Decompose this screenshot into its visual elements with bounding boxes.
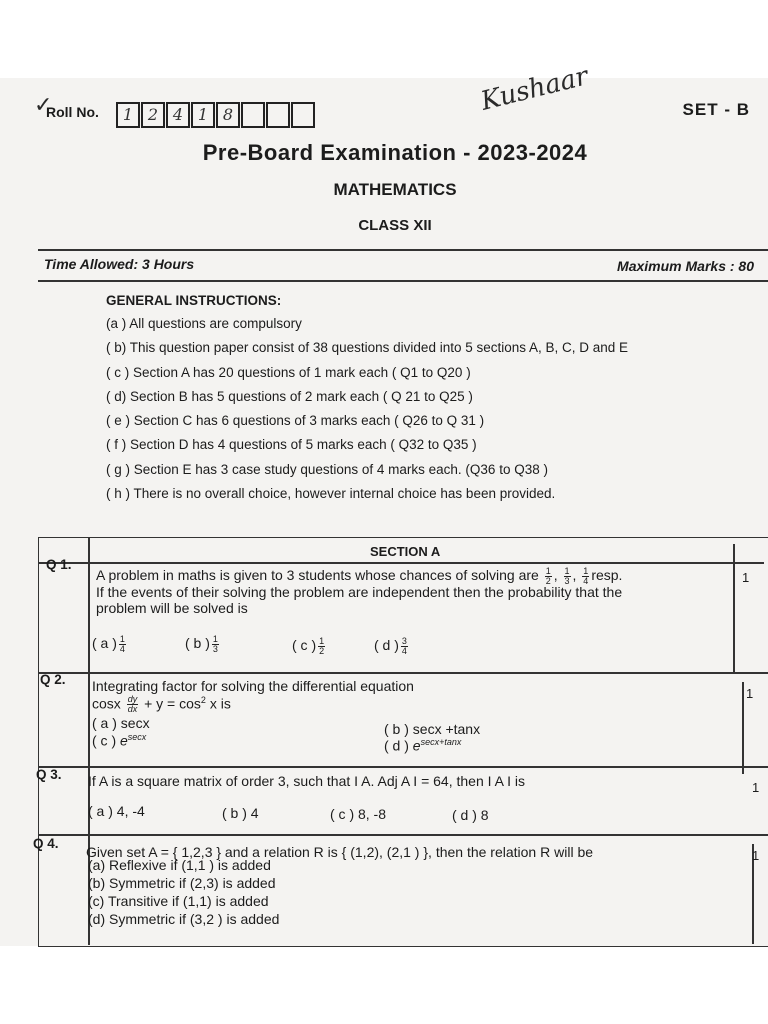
question-number: Q 3. <box>36 767 62 782</box>
question-number: Q 1. <box>46 557 72 572</box>
option-label: ( b ) <box>185 635 210 652</box>
instruction-item: ( g ) Section E has 3 case study questions of 4 marks each. (Q36 to Q38 ) <box>106 461 548 477</box>
option-label: ( c ) <box>292 637 317 654</box>
check-mark-icon: ✓ <box>34 92 53 117</box>
instruction-item: ( e ) Section C has 6 questions of 3 marks each ( Q26 to Q 31 ) <box>106 413 485 429</box>
question-marks: 1 <box>752 780 760 795</box>
fraction: $\frac{1}{3}$ <box>564 566 570 586</box>
option-label: ( c ) <box>92 732 117 749</box>
question-number: Q 2. <box>40 672 66 687</box>
subject-title: MATHEMATICS <box>333 180 457 199</box>
question-number: Q 4. <box>33 836 59 851</box>
fraction: $\frac{3}{4}$ <box>401 636 407 656</box>
table-row-divider <box>38 562 764 564</box>
option-d: (d) Symmetric if (3,2 ) is added <box>88 911 280 927</box>
set-label: SET - B <box>682 100 750 119</box>
instruction-item: ( b) This question paper consist of 38 questions divided into 5 sections A, B, C, D and E <box>106 340 629 356</box>
question-line: problem will be solved is <box>96 600 248 616</box>
option-a <box>92 635 128 654</box>
roll-number-boxes <box>116 102 316 128</box>
exponent: secx <box>127 732 147 742</box>
question-line: A problem in maths is given to 3 students whose chances of solving are <box>96 567 539 584</box>
option-a: ( a ) secx <box>92 715 150 731</box>
table-row-divider <box>38 834 768 836</box>
option-a: ( a ) 4, -4 <box>88 803 145 819</box>
fraction: $\frac{1}{4}$ <box>119 634 125 654</box>
option-label: ( a ) <box>92 635 117 652</box>
equation-part: + y = cos <box>144 695 201 712</box>
option-d: ( d ) $e^{secx+tanx}$ <box>384 737 462 754</box>
fraction: $\frac{1}{4}$ <box>583 566 589 586</box>
table-row-divider <box>38 672 768 674</box>
roll-digit-box: 1 <box>116 102 140 128</box>
equation-part: cosx <box>92 695 121 712</box>
option-c <box>292 637 327 656</box>
question-line: If the events of their solving the problem are independent then the probability that the <box>96 584 623 600</box>
fraction: $\frac{1}{2}$ <box>545 566 551 586</box>
question-line: Given set A = { 1,2,3 } and a relation R is { (1,2), (2,1 ) }, then the relation R will be <box>86 844 594 860</box>
roll-digit-box: 1 <box>191 102 215 128</box>
question-line: If A is a square matrix of order 3, such that I A. Adj A I = 64, then I A I is <box>88 773 525 789</box>
question-marks: 1 <box>752 848 760 863</box>
option-label: ( d ) <box>374 637 399 654</box>
fraction: $\frac{1}{2}$ <box>319 636 325 656</box>
exam-title: Pre-Board Examination - 2023-2024 <box>202 140 588 165</box>
table-row-divider <box>38 766 768 768</box>
divider <box>38 249 768 251</box>
divider <box>38 280 768 282</box>
instruction-item: ( d) Section B has 5 questions of 2 mark each ( Q 21 to Q25 ) <box>106 388 473 404</box>
section-heading: SECTION A <box>370 544 441 559</box>
option-d <box>374 637 410 656</box>
roll-digit-box <box>266 102 290 128</box>
option-c: ( c ) 8, -8 <box>330 806 387 822</box>
question-line: Integrating factor for solving the differential equation <box>92 678 414 694</box>
option-b: ( b ) 4 <box>222 805 259 821</box>
instruction-item: ( f ) Section D has 4 questions of 5 marks each ( Q32 to Q35 ) <box>106 437 477 453</box>
roll-digit-box: 8 <box>216 102 240 128</box>
time-allowed: Time Allowed: 3 Hours <box>44 256 195 272</box>
table-column-divider <box>742 682 744 774</box>
general-instructions <box>106 293 628 508</box>
option-b: ( b ) secx +tanx <box>384 721 481 737</box>
option-b <box>185 635 221 654</box>
table-column-divider <box>733 544 735 674</box>
option-b: (b) Symmetric if (2,3) is added <box>88 875 276 891</box>
option-c: ( c ) $e^{secx}$ <box>92 732 147 749</box>
option-a: (a) Reflexive if (1,1 ) is added <box>88 857 271 873</box>
class-title: CLASS XII <box>358 217 432 234</box>
question-suffix: resp. <box>591 567 623 584</box>
roll-digit-box: 2 <box>141 102 165 128</box>
equation-part: x is <box>209 695 231 712</box>
instruction-item: ( h ) There is no overall choice, however internal choice has been provided. <box>106 486 556 502</box>
instruction-item: ( c ) Section A has 20 questions of 1 mark each ( Q1 to Q20 ) <box>106 364 471 380</box>
maximum-marks: Maximum Marks : 80 <box>617 258 754 274</box>
question-marks: 1 <box>746 686 754 701</box>
roll-digit-box <box>291 102 315 128</box>
question-text: A problem in maths is given to 3 students whose chances of solving are $\frac{1}{2}$ , $\frac{1}{3}$ , $\frac{1}{4}$ resp. <box>96 566 623 586</box>
handwritten-signature: Kushaar <box>477 61 592 117</box>
instruction-item: (a ) All questions are compulsory <box>106 316 302 331</box>
fraction: $\frac{1}{3}$ <box>212 634 218 654</box>
roll-number-label: Roll No. <box>46 104 99 120</box>
instructions-heading: GENERAL INSTRUCTIONS: <box>106 293 282 308</box>
equation: cosx $\frac{dy}{dx}$ + $y = \cos^2 x$ is <box>92 694 231 715</box>
option-d: ( d ) 8 <box>452 807 489 823</box>
derivative-fraction: $\frac{dy}{dx}$ <box>127 694 138 715</box>
question-marks: 1 <box>742 570 750 585</box>
roll-digit-box: 4 <box>166 102 190 128</box>
option-label: ( d ) <box>384 737 409 754</box>
option-c: (c) Transitive if (1,1) is added <box>88 893 269 909</box>
exponent: secx+tanx <box>420 737 462 747</box>
roll-digit-box <box>241 102 265 128</box>
